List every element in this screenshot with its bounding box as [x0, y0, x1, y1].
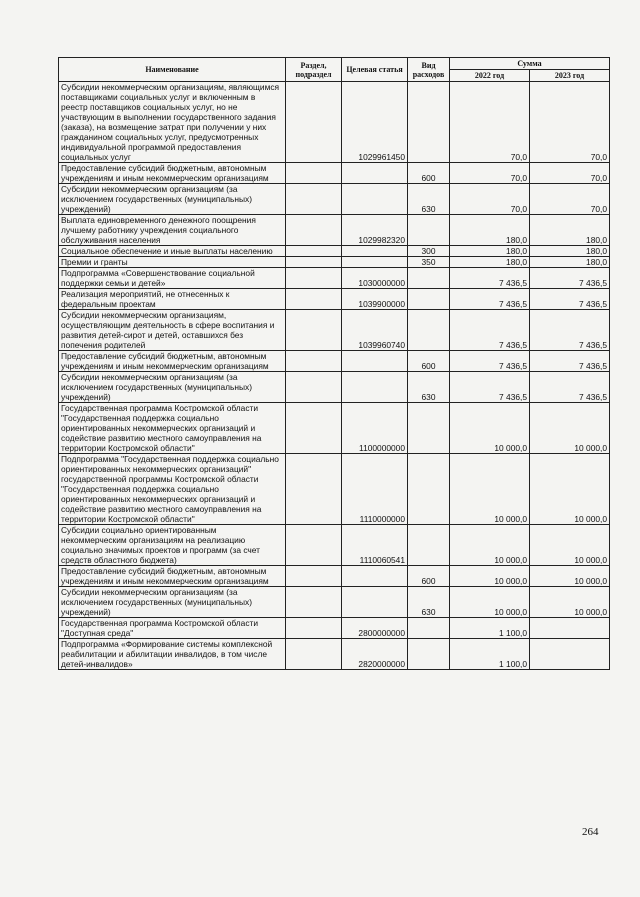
expense-type-cell: [408, 82, 450, 163]
amount-2022-cell: 7 436,5: [450, 268, 530, 289]
header-year-2023: 2023 год: [530, 70, 610, 82]
expense-type-cell: 600: [408, 163, 450, 184]
name-cell: Субсидии некоммерческим организациям, являющимся поставщиками социальных услуг и включенным в реестр поставщиков социальных услуг, но не участвующим в выполнении государственного задания (заказа), на возмещение затрат при получении у них гражданином социальных услуг, предусмотренных индивидуальной программой предоставления социальных услуг: [59, 82, 286, 163]
amount-2022-cell: 10 000,0: [450, 566, 530, 587]
expense-type-cell: 630: [408, 587, 450, 618]
section-cell: [286, 215, 342, 246]
name-cell: Государственная программа Костромской области "Государственная поддержка социально ориентированных некоммерческих организаций и содействие развитию местного самоуправления на территории Костромской области": [59, 403, 286, 454]
name-cell: Субсидии некоммерческим организациям (за исключением государственных (муниципальных) учреждений): [59, 587, 286, 618]
amount-2022-cell: 7 436,5: [450, 351, 530, 372]
budget-table: [58, 57, 610, 670]
target-code-cell: [342, 163, 408, 184]
amount-2022-cell: 180,0: [450, 257, 530, 268]
target-code-cell: 1029961450: [342, 82, 408, 163]
expense-type-cell: 350: [408, 257, 450, 268]
table-row: [59, 587, 610, 618]
section-cell: [286, 163, 342, 184]
name-cell: Субсидии некоммерческим организациям, осуществляющим деятельность в сфере воспитания и развития детей-сирот и детей, оставшихся без попечения родителей: [59, 310, 286, 351]
section-cell: [286, 403, 342, 454]
amount-2023-cell: [530, 639, 610, 670]
target-code-cell: [342, 566, 408, 587]
expense-type-cell: 600: [408, 566, 450, 587]
table-row: [59, 639, 610, 670]
name-cell: Субсидии социально ориентированным некоммерческим организациям на реализацию социально значимых проектов и программ (за счет средств областного бюджета): [59, 525, 286, 566]
amount-2023-cell: 70,0: [530, 163, 610, 184]
expense-type-cell: [408, 215, 450, 246]
amount-2022-cell: 70,0: [450, 163, 530, 184]
section-cell: [286, 289, 342, 310]
expense-type-cell: 630: [408, 372, 450, 403]
name-cell: Подпрограмма «Совершенствование социальной поддержки семьи и детей»: [59, 268, 286, 289]
name-cell: Предоставление субсидий бюджетным, автономным учреждениям и иным некоммерческим организациям: [59, 351, 286, 372]
target-code-cell: [342, 351, 408, 372]
name-cell: Социальное обеспечение и иные выплаты населению: [59, 246, 286, 257]
amount-2023-cell: 10 000,0: [530, 525, 610, 566]
name-cell: Подпрограмма "Государственная поддержка социально ориентированных некоммерческих организаций" государственной программы Костромской области "Государственная поддержка социально ориентированных некоммерческих организаций и содействие развитию местного самоуправления на территории Костромской области": [59, 454, 286, 525]
target-code-cell: [342, 246, 408, 257]
table-row: [59, 82, 610, 163]
header-sum: Сумма: [450, 58, 610, 70]
amount-2023-cell: 10 000,0: [530, 587, 610, 618]
target-code-cell: [342, 184, 408, 215]
expense-type-cell: [408, 525, 450, 566]
name-cell: Подпрограмма «Формирование системы комплексной реабилитации и абилитации инвалидов, в том числе детей-инвалидов»: [59, 639, 286, 670]
target-code-cell: 1110060541: [342, 525, 408, 566]
name-cell: Субсидии некоммерческим организациям (за исключением государственных (муниципальных) учреждений): [59, 184, 286, 215]
amount-2022-cell: 7 436,5: [450, 289, 530, 310]
table-row: [59, 372, 610, 403]
table-row: [59, 566, 610, 587]
section-cell: [286, 268, 342, 289]
expense-type-cell: 600: [408, 351, 450, 372]
table-row: [59, 454, 610, 525]
target-code-cell: 2800000000: [342, 618, 408, 639]
target-code-cell: 1030000000: [342, 268, 408, 289]
section-cell: [286, 246, 342, 257]
target-code-cell: 2820000000: [342, 639, 408, 670]
page-number: 264: [582, 826, 599, 838]
section-cell: [286, 310, 342, 351]
section-cell: [286, 639, 342, 670]
expense-type-cell: 300: [408, 246, 450, 257]
table-row: [59, 403, 610, 454]
amount-2022-cell: 180,0: [450, 215, 530, 246]
section-cell: [286, 82, 342, 163]
amount-2023-cell: 180,0: [530, 246, 610, 257]
header-name: Наименование: [59, 58, 286, 82]
table-row: [59, 618, 610, 639]
amount-2023-cell: 70,0: [530, 184, 610, 215]
section-cell: [286, 372, 342, 403]
expense-type-cell: [408, 639, 450, 670]
table-row: [59, 257, 610, 268]
section-cell: [286, 351, 342, 372]
amount-2023-cell: 7 436,5: [530, 289, 610, 310]
amount-2022-cell: 7 436,5: [450, 310, 530, 351]
target-code-cell: [342, 372, 408, 403]
expense-type-cell: [408, 289, 450, 310]
expense-type-cell: [408, 268, 450, 289]
section-cell: [286, 525, 342, 566]
expense-type-cell: [408, 618, 450, 639]
amount-2022-cell: 10 000,0: [450, 403, 530, 454]
expense-type-cell: [408, 403, 450, 454]
header-section: Раздел, подраздел: [286, 58, 342, 82]
table-row: [59, 525, 610, 566]
section-cell: [286, 587, 342, 618]
name-cell: Предоставление субсидий бюджетным, автономным учреждениям и иным некоммерческим организациям: [59, 566, 286, 587]
expense-type-cell: [408, 454, 450, 525]
amount-2023-cell: 70,0: [530, 82, 610, 163]
amount-2022-cell: 1 100,0: [450, 618, 530, 639]
name-cell: Государственная программа Костромской области "Доступная среда": [59, 618, 286, 639]
section-cell: [286, 184, 342, 215]
target-code-cell: 1029982320: [342, 215, 408, 246]
name-cell: Реализация мероприятий, не отнесенных к федеральным проектам: [59, 289, 286, 310]
amount-2022-cell: 1 100,0: [450, 639, 530, 670]
name-cell: Премии и гранты: [59, 257, 286, 268]
amount-2022-cell: 10 000,0: [450, 525, 530, 566]
amount-2023-cell: 7 436,5: [530, 351, 610, 372]
amount-2022-cell: 70,0: [450, 184, 530, 215]
table-row: [59, 289, 610, 310]
target-code-cell: [342, 587, 408, 618]
name-cell: Субсидии некоммерческим организациям (за исключением государственных (муниципальных) учреждений): [59, 372, 286, 403]
table-row: [59, 184, 610, 215]
header-year-2022: 2022 год: [450, 70, 530, 82]
amount-2023-cell: [530, 618, 610, 639]
amount-2023-cell: 180,0: [530, 215, 610, 246]
table-row: [59, 351, 610, 372]
amount-2023-cell: 10 000,0: [530, 454, 610, 525]
target-code-cell: 1100000000: [342, 403, 408, 454]
amount-2022-cell: 180,0: [450, 246, 530, 257]
name-cell: Выплата единовременного денежного поощрения лучшему работнику учреждения социального обслуживания населения: [59, 215, 286, 246]
target-code-cell: 1039900000: [342, 289, 408, 310]
table-row: [59, 246, 610, 257]
target-code-cell: [342, 257, 408, 268]
section-cell: [286, 257, 342, 268]
amount-2022-cell: 70,0: [450, 82, 530, 163]
amount-2023-cell: 180,0: [530, 257, 610, 268]
expense-type-cell: [408, 310, 450, 351]
table-row: [59, 215, 610, 246]
amount-2023-cell: 10 000,0: [530, 403, 610, 454]
amount-2022-cell: 7 436,5: [450, 372, 530, 403]
table-row: [59, 163, 610, 184]
amount-2022-cell: 10 000,0: [450, 454, 530, 525]
header-target: Целевая статья: [342, 58, 408, 82]
amount-2022-cell: 10 000,0: [450, 587, 530, 618]
table-row: [59, 268, 610, 289]
section-cell: [286, 618, 342, 639]
expense-type-cell: 630: [408, 184, 450, 215]
section-cell: [286, 454, 342, 525]
section-cell: [286, 566, 342, 587]
amount-2023-cell: 7 436,5: [530, 372, 610, 403]
name-cell: Предоставление субсидий бюджетным, автономным учреждениям и иным некоммерческим организациям: [59, 163, 286, 184]
header-type: Вид расходов: [408, 58, 450, 82]
amount-2023-cell: 7 436,5: [530, 310, 610, 351]
amount-2023-cell: 10 000,0: [530, 566, 610, 587]
amount-2023-cell: 7 436,5: [530, 268, 610, 289]
target-code-cell: 1110000000: [342, 454, 408, 525]
table-row: [59, 310, 610, 351]
target-code-cell: 1039960740: [342, 310, 408, 351]
